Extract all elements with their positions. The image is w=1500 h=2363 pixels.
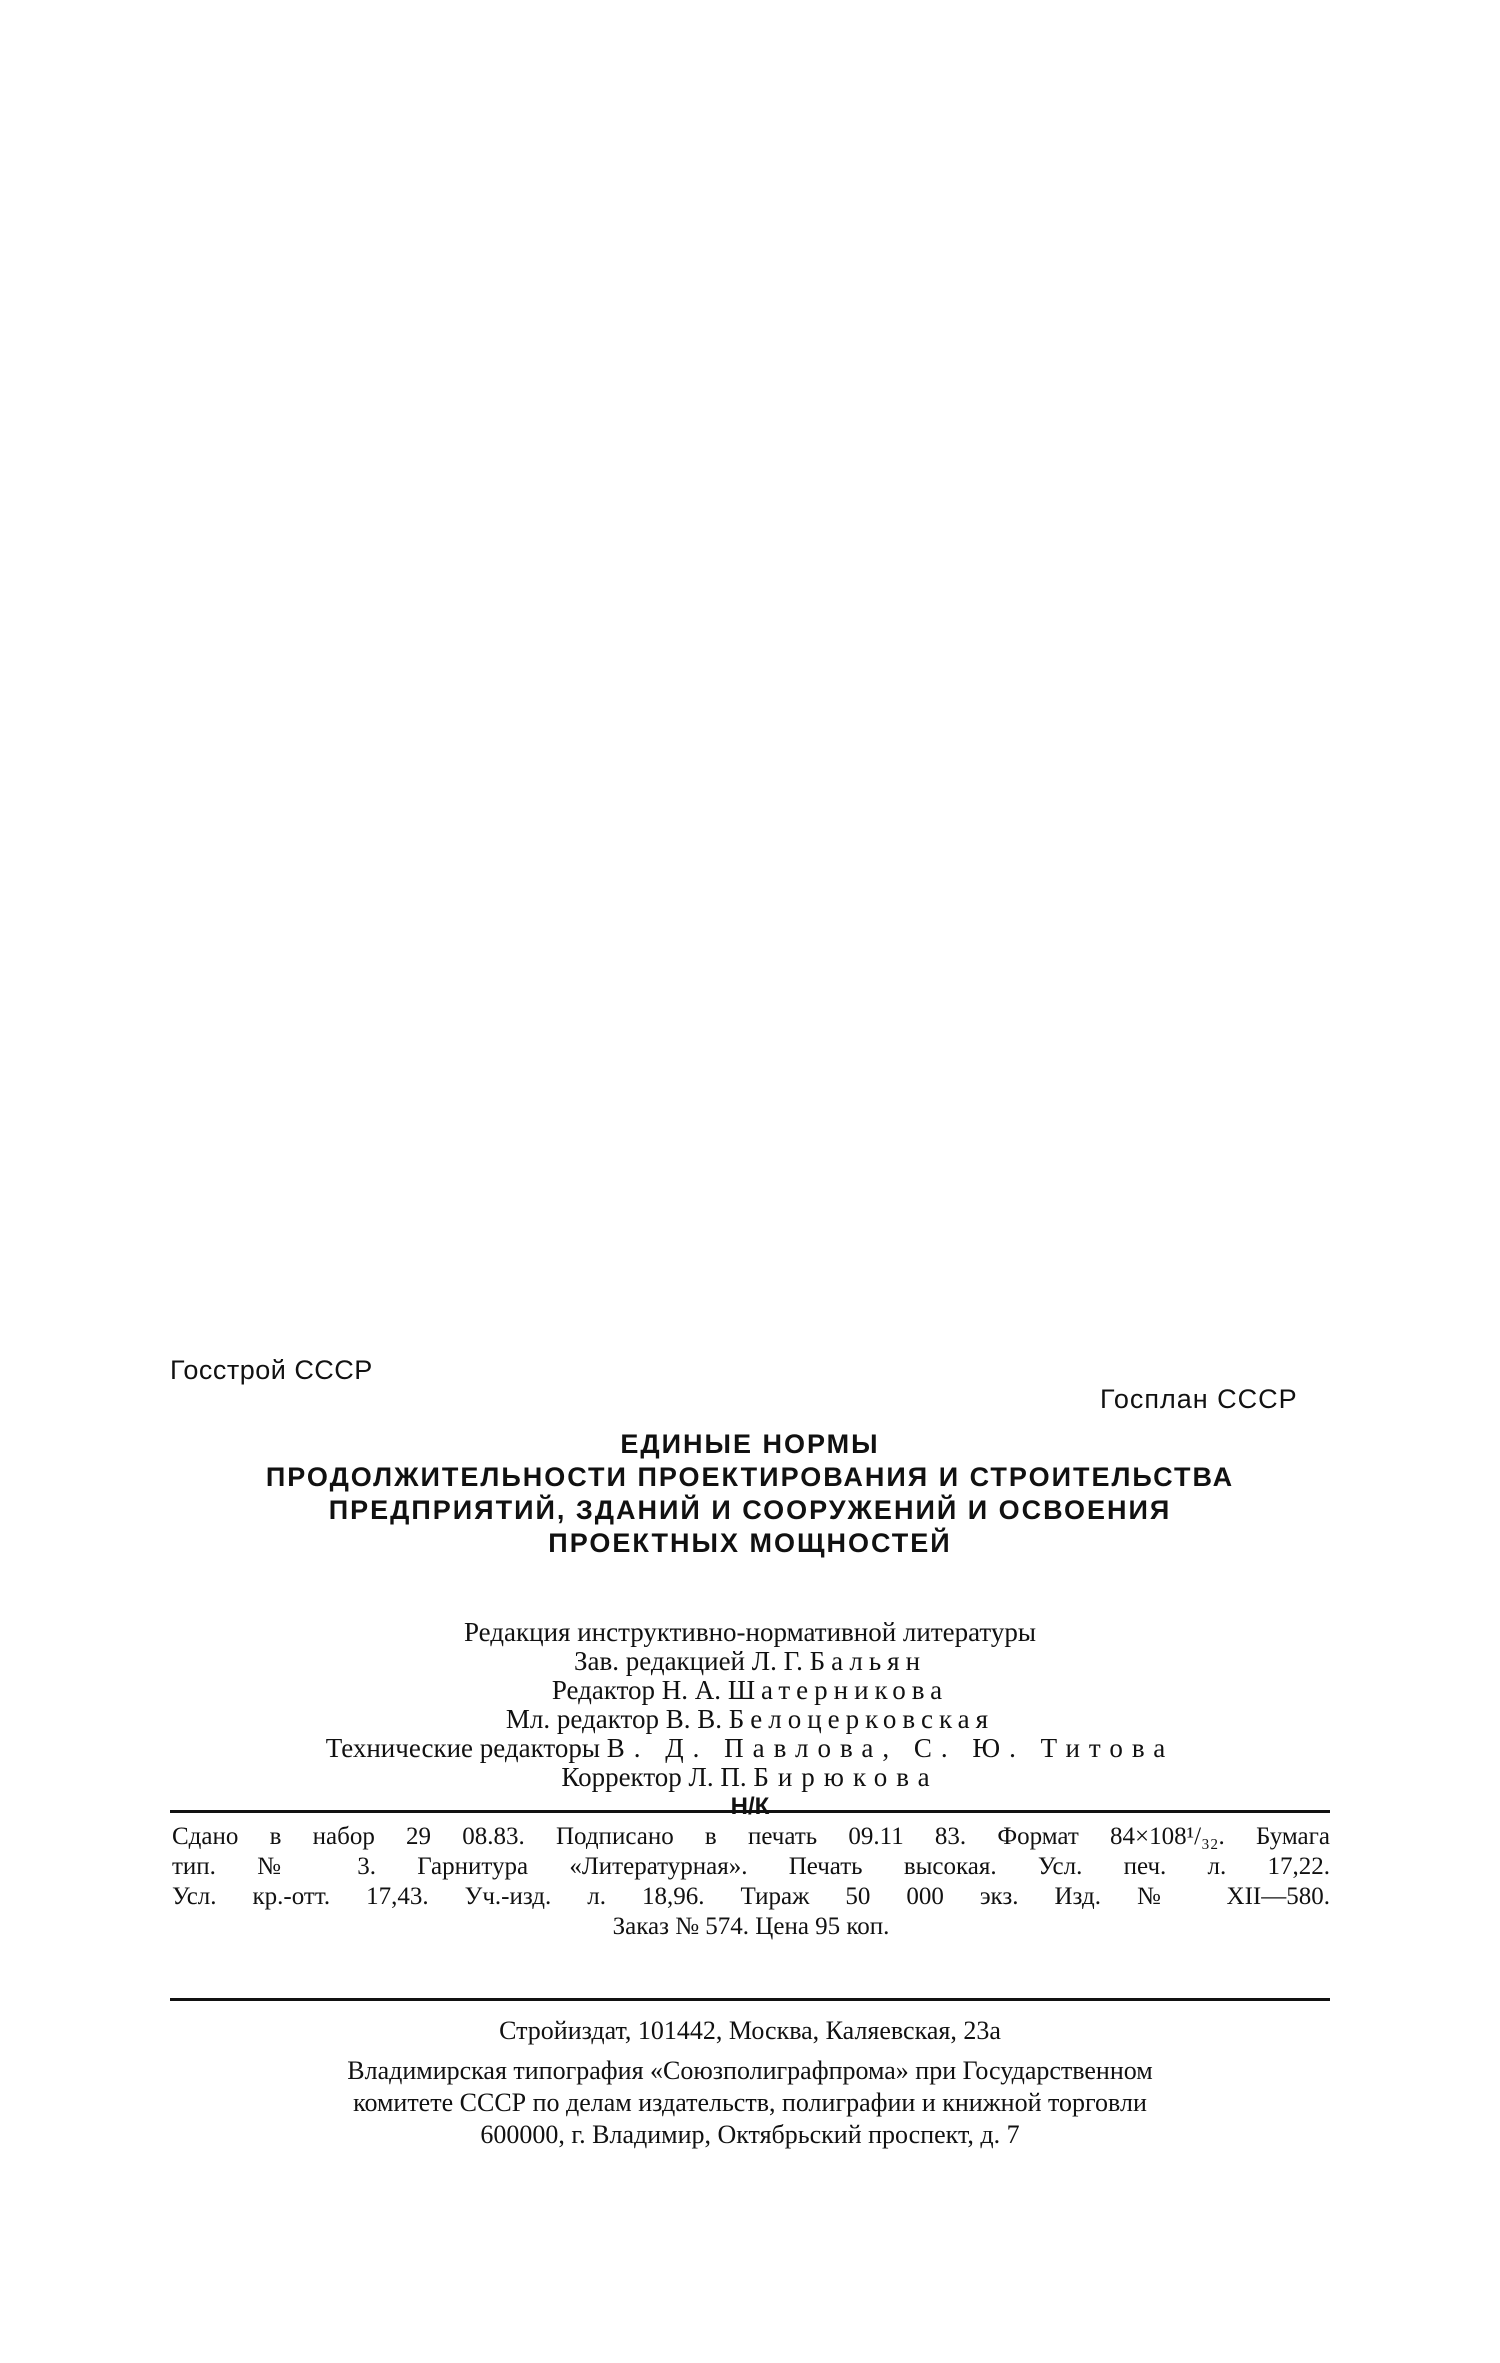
imprint-line-3: Усл. кр.-отт. 17,43. Уч.-изд. л. 18,96. Тираж 50 000 экз. Изд. № XII—580. [172, 1883, 1330, 1910]
printer-line-3: 600000, г. Владимир, Октябрьский проспект, д. 7 [480, 2120, 1020, 2149]
document-title [160, 1428, 1340, 1560]
technical-editors-names: В. Д. Павлова, С. Ю. Титова [606, 1733, 1175, 1763]
corrector-label: Корректор Л. П. [561, 1762, 747, 1792]
title-line-2: ПРОДОЛЖИТЕЛЬНОСТИ ПРОЕКТИРОВАНИЯ И СТРОИТЕЛЬСТВА [265, 1462, 1235, 1492]
org-gosplan: Госплан СССР [1100, 1384, 1298, 1414]
publisher-block [160, 2015, 1340, 2151]
title-line-4: ПРОЕКТНЫХ МОЩНОСТЕЙ [548, 1528, 952, 1558]
org-gosstroy: Госстрой СССР [170, 1355, 373, 1385]
technical-editors [160, 1734, 1340, 1763]
editor-name: Шатерникова [727, 1675, 949, 1705]
print-imprint [172, 1822, 1330, 1942]
nk-mark: Н/К [730, 1793, 770, 1820]
editor [160, 1676, 1340, 1705]
divider-bottom [170, 1998, 1330, 2001]
junior-editor-label: Мл. редактор В. В. [505, 1704, 722, 1734]
edition-name: Редакция инструктивно-нормативной литературы [464, 1617, 1036, 1647]
publisher-address: Стройиздат, 101442, Москва, Каляевская, 23а [499, 2016, 1001, 2045]
title-line-3: ПРЕДПРИЯТИЙ, ЗДАНИЙ И СООРУЖЕНИЙ И ОСВОЕНИЯ [328, 1495, 1172, 1525]
head-of-edition [160, 1647, 1340, 1676]
title-line-1: ЕДИНЫЕ НОРМЫ [620, 1429, 880, 1459]
credits-block [160, 1618, 1340, 1821]
junior-editor-name: Белоцерковская [728, 1704, 995, 1734]
imprint-line-1: Сдано в набор 29 08.83. Подписано в печать 09.11 83. Формат 84×108¹/₃₂. Бумага [172, 1823, 1330, 1850]
head-of-edition-label: Зав. редакцией Л. Г. [573, 1646, 803, 1676]
editor-label: Редактор Н. А. [551, 1675, 722, 1705]
divider-top [170, 1810, 1330, 1813]
imprint-line-4: Заказ № 574. Цена 95 коп. [612, 1913, 890, 1940]
junior-editor [160, 1705, 1340, 1734]
printer-line-1: Владимирская типография «Союзполиграфпрома» при Государственном [347, 2056, 1153, 2085]
imprint-line-2: тип. № 3. Гарнитура «Литературная». Печать высокая. Усл. печ. л. 17,22. [172, 1853, 1330, 1880]
corrector [160, 1763, 1340, 1792]
head-of-edition-name: Бальян [809, 1646, 927, 1676]
technical-editors-label: Технические редакторы [325, 1733, 600, 1763]
printer-line-2: комитете СССР по делам издательств, полиграфии и книжной торговли [353, 2088, 1147, 2117]
corrector-name: Бирюкова [753, 1762, 939, 1792]
